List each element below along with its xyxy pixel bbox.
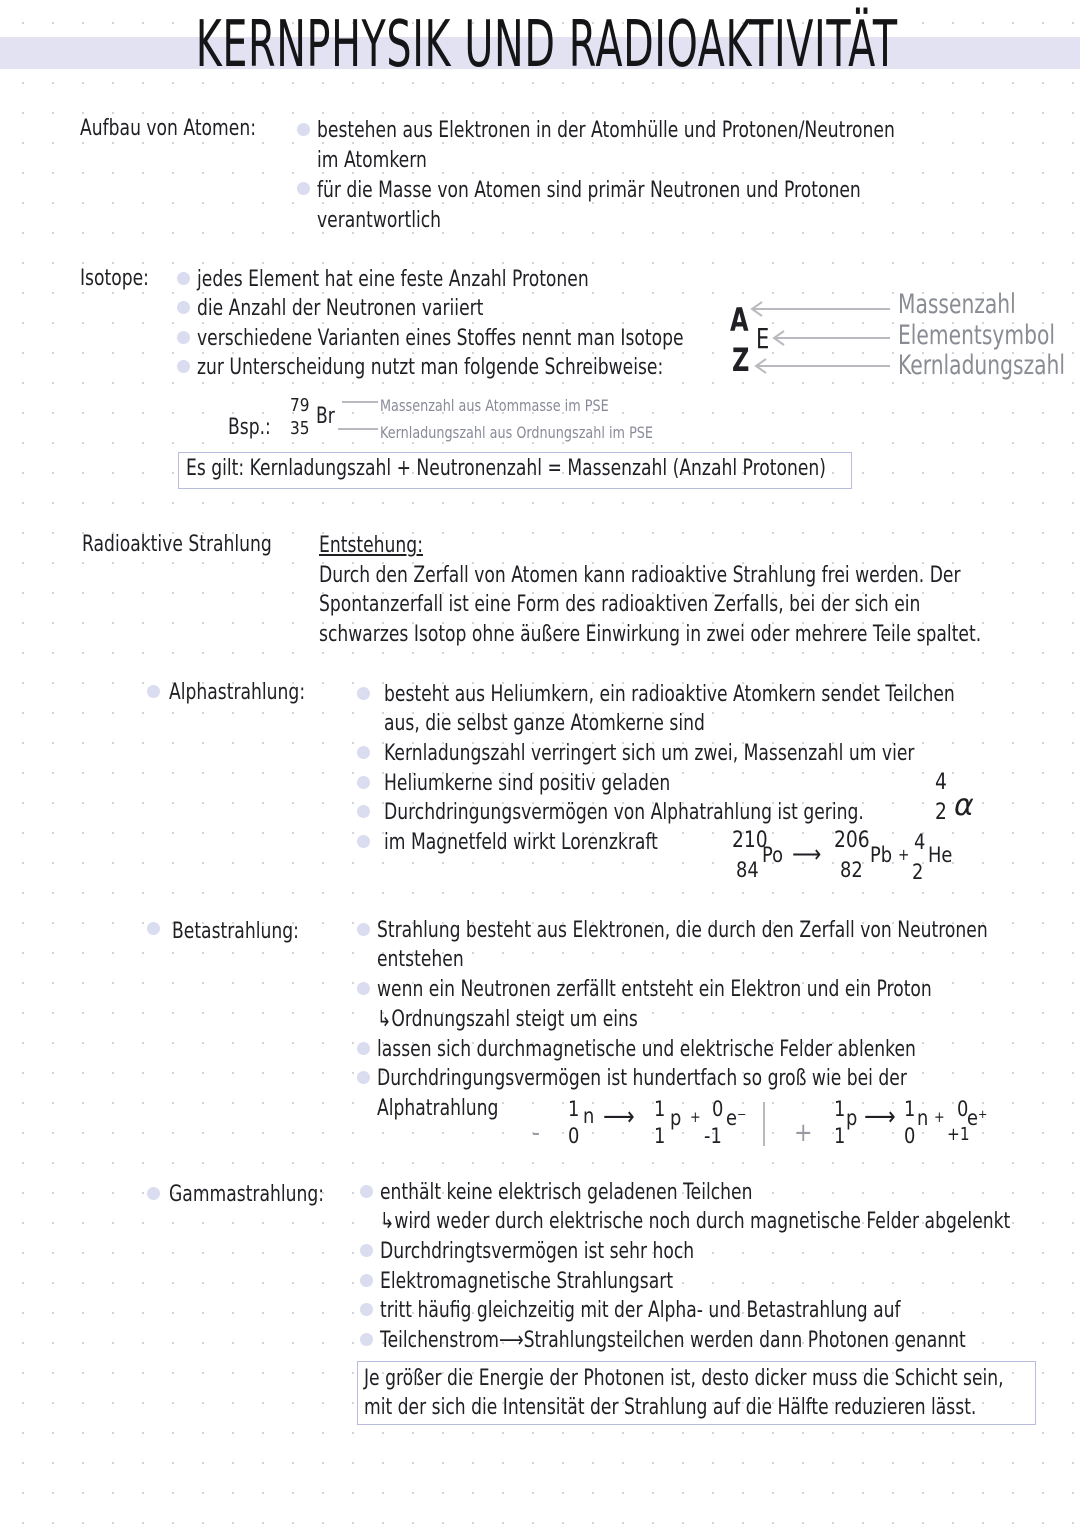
alpha-eq-po: Po [762, 843, 784, 867]
gamma-line: Durchdringtsvermögen ist sehr hoch [380, 1239, 695, 1264]
alpha-eq-po-mass: 210 [732, 828, 768, 853]
aufbau-label: Aufbau von Atomen: [80, 116, 256, 141]
gamma-line: Elektromagnetische Strahlungsart [380, 1269, 674, 1294]
notation-label: Massenzahl [898, 289, 1016, 320]
bullet-icon [357, 982, 370, 995]
radio-label: Radioaktive Strahlung [82, 532, 272, 557]
gamma-line: Teilchenstrom⟶Strahlungsteilchen werden dann Photonen genannt [380, 1328, 966, 1353]
beta-minus-n-mass: 1 [568, 1097, 580, 1121]
rule-text: Es gilt: Kernladungszahl + Neutronenzahl = Massenzahl (Anzahl Protonen) [186, 456, 827, 481]
example-note: Kernladungszahl aus Ordnungszahl im PSE [380, 423, 654, 442]
aufbau-line: bestehen aus Elektronen in der Atomhülle und Protonen/Neutronen [317, 118, 895, 143]
beta-minus-plus: + [690, 1108, 701, 1126]
gamma-line: enthält keine elektrisch geladenen Teilchen [380, 1180, 753, 1205]
beta-minus-p-charge: 1 [654, 1124, 666, 1148]
isotope-bullet: zur Unterscheidung nutzt man folgende Schreibweise: [197, 355, 664, 380]
bullet-icon [357, 1042, 370, 1055]
isotope-label: Isotope: [80, 266, 149, 291]
alpha-line: aus, die selbst ganze Atomkerne sind [384, 711, 705, 736]
beta-minus-p: p [670, 1106, 682, 1130]
bullet-icon [357, 746, 370, 759]
gamma-line: tritt häufig gleichzeitig mit der Alpha- und Betastrahlung auf [380, 1298, 901, 1323]
alpha-line: Durchdringungsvermögen von Alphatrahlung ist gering. [384, 800, 864, 825]
isotope-bullet: jedes Element hat eine feste Anzahl Protonen [197, 267, 589, 292]
bullet-icon [357, 923, 370, 936]
example-symbol: Br [316, 404, 335, 429]
beta-plus-e: e⁺ [967, 1106, 988, 1130]
beta-minus-n-charge: 0 [568, 1124, 580, 1148]
bullet-icon [360, 1244, 373, 1257]
entstehung-line: schwarzes Isotop ohne äußere Einwirkung in zwei oder mehrere Teile spaltet. [319, 622, 982, 647]
beta-plus-n-charge: 0 [904, 1124, 916, 1148]
notation-label: Elementsymbol [898, 320, 1055, 351]
notation-mass: A [730, 301, 749, 339]
alpha-label: Alphastrahlung: [169, 680, 306, 705]
example-charge: 35 [290, 418, 310, 439]
bullet-icon [357, 776, 370, 789]
beta-plus-sign: + [794, 1118, 813, 1148]
alpha-eq-pb: Pb [870, 843, 893, 867]
beta-line: Alphatrahlung [377, 1096, 499, 1121]
example-mass: 79 [290, 395, 310, 416]
bullet-icon [360, 1303, 373, 1316]
example-note: Massenzahl aus Atommasse im PSE [380, 396, 609, 415]
beta-minus-p-mass: 1 [654, 1097, 666, 1121]
entstehung-title: Entstehung: [319, 533, 423, 558]
bullet-icon [360, 1274, 373, 1287]
alpha-line: besteht aus Heliumkern, ein radioaktive Atomkern sendet Teilchen [384, 682, 955, 707]
beta-plus-e-mass: 0 [957, 1097, 969, 1121]
beta-minus-e-charge: -1 [704, 1124, 722, 1148]
beta-line: entstehen [377, 947, 464, 972]
aufbau-line: im Atomkern [317, 148, 427, 173]
bullet-icon [357, 1071, 370, 1084]
beta-plus-plus: + [934, 1108, 945, 1126]
beta-plus-n: n [917, 1106, 929, 1130]
alpha-symbol-mass: 4 [935, 770, 947, 795]
beta-plus-arrow: ⟶ [864, 1102, 896, 1132]
beta-minus-e-mass: 0 [712, 1097, 724, 1121]
aufbau-line: verantwortlich [317, 208, 442, 233]
alpha-eq-he-charge: 2 [912, 860, 924, 884]
beta-label: Betastrahlung: [172, 919, 299, 944]
beta-line: ↳Ordnungszahl steigt um eins [377, 1007, 638, 1032]
alpha-eq-plus: + [898, 845, 910, 864]
alpha-line: Heliumkerne sind positiv geladen [384, 771, 671, 796]
beta-plus-p-mass: 1 [834, 1097, 846, 1121]
alpha-eq-he-mass: 4 [914, 830, 926, 854]
bullet-icon [357, 687, 370, 700]
bullet-icon [357, 835, 370, 848]
gamma-line: ↳wird weder durch elektrische noch durch magnetische Felder abgelenkt [380, 1209, 1011, 1234]
alpha-eq-pb-mass: 206 [834, 828, 870, 853]
page-title: KERNPHYSIK UND RADIOAKTIVITÄT [195, 8, 898, 82]
bullet-icon [357, 805, 370, 818]
beta-plus-n-mass: 1 [904, 1097, 916, 1121]
notation-element: E [756, 322, 770, 355]
beta-minus-arrow: ⟶ [603, 1102, 635, 1132]
alpha-eq-pb-charge: 82 [840, 858, 863, 882]
entstehung-line: Spontanzerfall ist eine Form des radioaktiven Zerfalls, bei der sich ein [319, 592, 921, 617]
alpha-symbol-charge: 2 [935, 800, 947, 825]
bullet-icon [360, 1333, 373, 1346]
bullet-icon [147, 922, 160, 935]
beta-line: Strahlung besteht aus Elektronen, die durch den Zerfall von Neutronen [377, 918, 988, 943]
beta-minus-sign: - [532, 1118, 540, 1148]
alpha-symbol: α [954, 788, 974, 823]
bullet-icon [360, 1185, 373, 1198]
alpha-eq-arrow: ⟶ [792, 840, 822, 868]
aufbau-line: für die Masse von Atomen sind primär Neutronen und Protonen [317, 178, 861, 203]
entstehung-line: Durch den Zerfall von Atomen kann radioaktive Strahlung frei werden. Der [319, 563, 961, 588]
alpha-line: Kernladungszahl verringert sich um zwei, Massenzahl um vier [384, 741, 915, 766]
beta-plus-p-charge: 1 [834, 1124, 846, 1148]
gamma-label: Gammastrahlung: [169, 1182, 325, 1207]
bullet-icon [147, 685, 160, 698]
isotope-bullet: die Anzahl der Neutronen variiert [197, 296, 484, 321]
beta-plus-e-charge: +1 [947, 1124, 970, 1145]
alpha-line: im Magnetfeld wirkt Lorenzkraft [384, 830, 658, 855]
beta-line: wenn ein Neutronen zerfällt entsteht ein Elektron und ein Proton [377, 977, 932, 1002]
gamma-note-line: Je größer die Energie der Photonen ist, desto dicker muss die Schicht sein, [364, 1366, 1004, 1391]
notation-charge: Z [732, 341, 750, 379]
gamma-note-line: mit der sich die Intensität der Strahlung auf die Hälfte reduzieren lässt. [364, 1395, 977, 1420]
beta-plus-p: p [846, 1106, 858, 1130]
isotope-bullet: verschiedene Varianten eines Stoffes nennt man Isotope [197, 326, 684, 351]
beta-minus-n: n [583, 1104, 595, 1128]
alpha-eq-po-charge: 84 [736, 858, 759, 882]
example-prefix: Bsp.: [228, 415, 271, 440]
beta-minus-e: e⁻ [726, 1106, 747, 1130]
alpha-eq-he: He [928, 843, 953, 867]
notation-label: Kernladungszahl [898, 350, 1066, 381]
beta-line: lassen sich durchmagnetische und elektrische Felder ablenken [377, 1037, 916, 1062]
bullet-icon [147, 1187, 160, 1200]
beta-line: Durchdringungsvermögen ist hundertfach so groß wie bei der [377, 1066, 907, 1091]
